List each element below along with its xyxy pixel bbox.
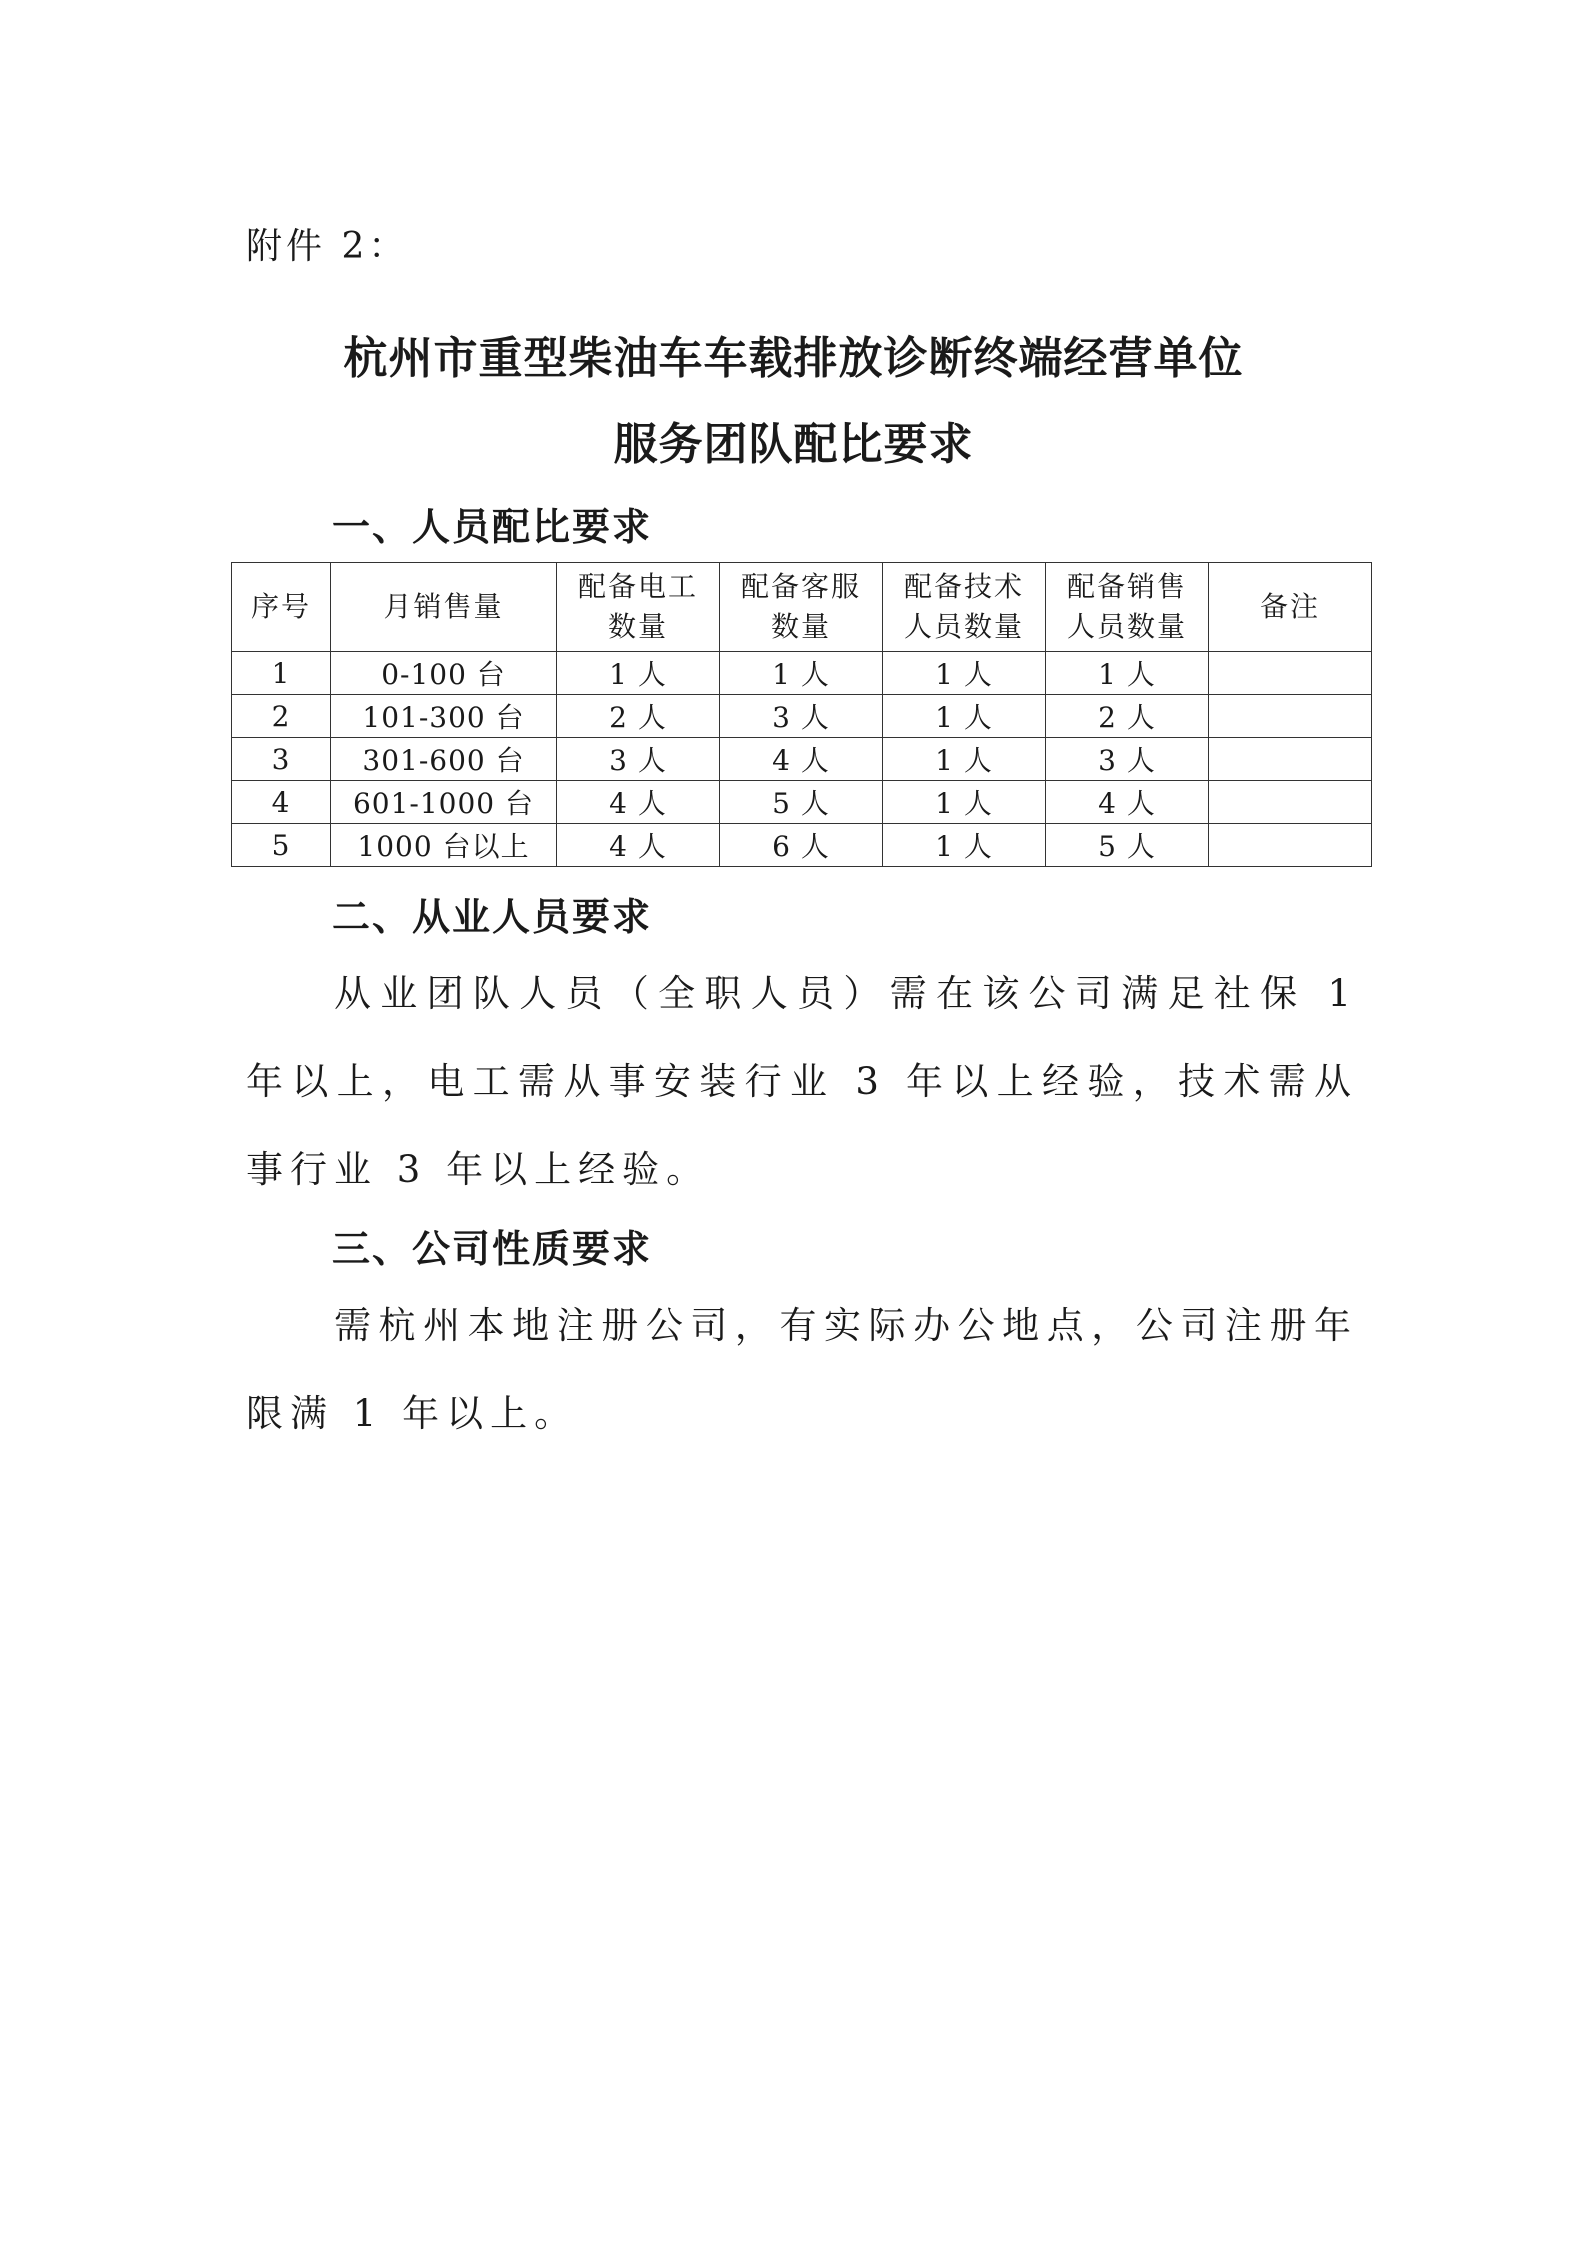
table-cell: 101-300 台 [331, 695, 557, 738]
table-cell: 1 人 [883, 738, 1046, 781]
table-cell: 601-1000 台 [331, 781, 557, 824]
table-header-cell: 配备客服 数量 [720, 563, 883, 652]
staffing-ratio-table [231, 562, 1372, 867]
section2-paragraph: 从业团队人员（全职人员）需在该公司满足社保 1 年以上，电工需从事安装行业 3 年以上经验，技术需从事行业 3 年以上经验。 [246, 972, 1358, 1191]
table-header-cell: 配备销售 人员数量 [1046, 563, 1209, 652]
table-cell [1209, 781, 1372, 824]
table-header-cell: 备注 [1209, 563, 1372, 652]
table-cell: 3 人 [720, 695, 883, 738]
table-row [232, 652, 1372, 695]
section2-heading: 二、从业人员要求 [332, 895, 653, 939]
table-cell: 1 人 [883, 824, 1046, 867]
table-cell: 1 人 [883, 781, 1046, 824]
table-cell [1209, 652, 1372, 695]
table-cell: 0-100 台 [331, 652, 557, 695]
table-row [232, 781, 1372, 824]
section1-heading: 一、人员配比要求 [332, 505, 653, 549]
table-header-row [232, 563, 1372, 652]
table-cell: 3 [232, 738, 331, 781]
table-cell: 1 人 [557, 652, 720, 695]
table-cell: 1 人 [883, 652, 1046, 695]
table-header-cell: 月销售量 [331, 563, 557, 652]
table-row [232, 824, 1372, 867]
table-cell: 2 人 [1046, 695, 1209, 738]
table-cell [1209, 824, 1372, 867]
table-cell: 2 [232, 695, 331, 738]
table-header-cell: 配备电工 数量 [557, 563, 720, 652]
table-cell [1209, 695, 1372, 738]
table-cell: 4 [232, 781, 331, 824]
table-cell: 4 人 [1046, 781, 1209, 824]
table-cell: 4 人 [720, 738, 883, 781]
table-header-cell: 配备技术 人员数量 [883, 563, 1046, 652]
table-cell: 2 人 [557, 695, 720, 738]
table-cell: 5 人 [1046, 824, 1209, 867]
table-cell: 1 人 [1046, 652, 1209, 695]
table-cell: 3 人 [1046, 738, 1209, 781]
document-title-line2: 服务团队配比要求 [613, 419, 974, 470]
table-cell: 4 人 [557, 824, 720, 867]
table-cell: 5 人 [720, 781, 883, 824]
table-row [232, 738, 1372, 781]
attachment-label: 附件 2： [246, 226, 409, 267]
table-row [232, 695, 1372, 738]
table-cell: 1 [232, 652, 331, 695]
table-cell [1209, 738, 1372, 781]
section3-paragraph: 需杭州本地注册公司，有实际办公地点，公司注册年限满 1 年以上。 [246, 1304, 1358, 1435]
table-cell: 301-600 台 [331, 738, 557, 781]
table-cell: 3 人 [557, 738, 720, 781]
table-cell: 6 人 [720, 824, 883, 867]
section3-heading: 三、公司性质要求 [332, 1227, 653, 1271]
table-cell: 1000 台以上 [331, 824, 557, 867]
table-cell: 5 [232, 824, 331, 867]
table-header-cell: 序号 [232, 563, 331, 652]
document-title-line1: 杭州市重型柴油车车载排放诊断终端经营单位 [343, 333, 1244, 384]
table-cell: 1 人 [883, 695, 1046, 738]
table-cell: 4 人 [557, 781, 720, 824]
table-cell: 1 人 [720, 652, 883, 695]
